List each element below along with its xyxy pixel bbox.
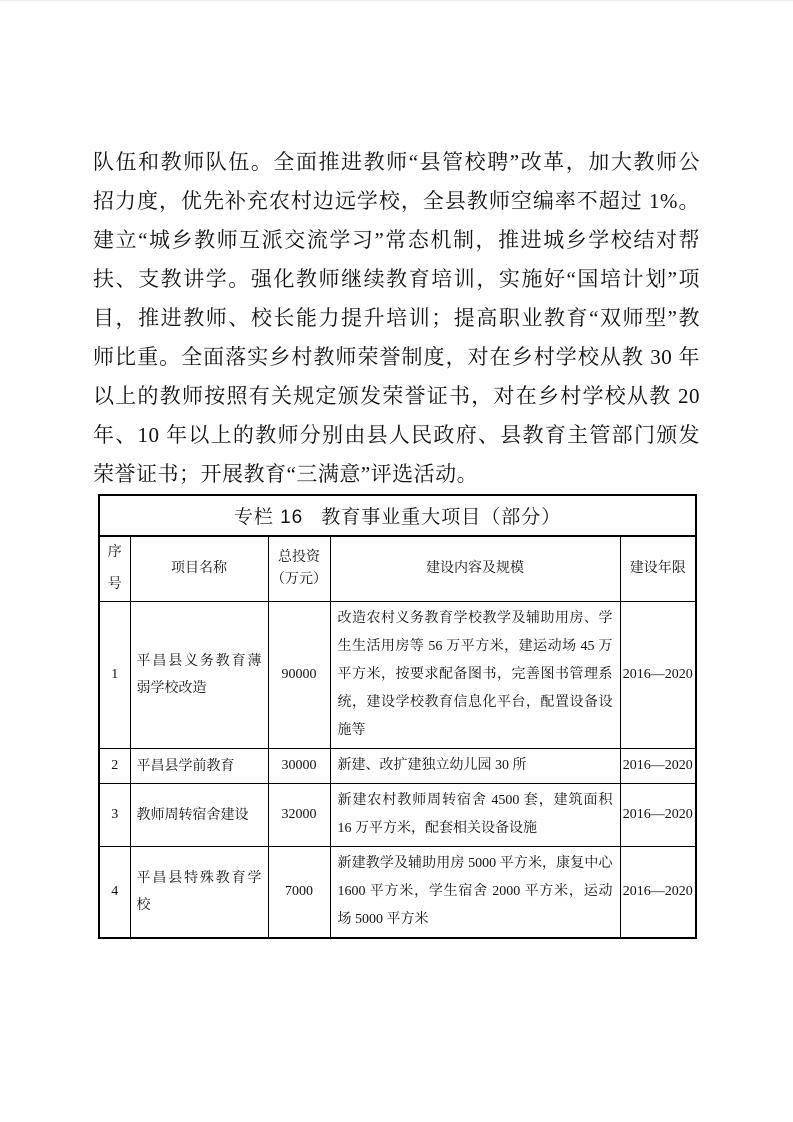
body-paragraph	[93, 143, 700, 494]
cell-no: 3	[99, 784, 130, 847]
paragraph-line: 队伍和教师队伍。全面推进教师“县管校聘”改革，加大教师公	[93, 150, 700, 174]
col-header-no: 序号	[99, 536, 130, 602]
table-row	[99, 602, 696, 749]
paragraph-line: 招力度，优先补充农村边远学校，全县教师空编率不超过 1%。	[93, 189, 700, 213]
investment-label-line2: （万元）	[271, 572, 327, 587]
cell-name: 平昌县义务教育薄弱学校改造	[130, 602, 268, 749]
cell-years: 2016—2020	[620, 784, 696, 847]
cell-investment: 30000	[268, 749, 330, 784]
paragraph-line: 扶、支教讲学。强化教师继续教育培训，实施好“国培计划”项	[93, 267, 700, 291]
table-title	[99, 495, 696, 536]
table-title-prefix: 专栏 16	[233, 507, 304, 528]
col-header-name: 项目名称	[130, 536, 268, 602]
table-title-text: 教育事业重大项目（部分）	[321, 507, 562, 528]
cell-years: 2016—2020	[620, 602, 696, 749]
cell-content: 改造农村义务教育学校教学及辅助用房、学生生活用房等 56 万平方米，建运动场 45 万平方米，按要求配备图书，完善图书管理系统，建设学校教育信息化平台，配置设备设施等	[330, 602, 620, 749]
paragraph-line: 以上的教师按照有关规定颁发荣誉证书，对在乡村学校从教 20	[93, 384, 700, 408]
paragraph-line: 年、10 年以上的教师分别由县人民政府、县教育主管部门颁发	[93, 423, 700, 447]
col-header-content: 建设内容及规模	[330, 536, 620, 602]
cell-years: 2016—2020	[620, 749, 696, 784]
page-content	[93, 143, 700, 939]
col-header-investment	[268, 536, 330, 602]
cell-name: 平昌县特殊教育学校	[130, 847, 268, 939]
table-title-row	[99, 495, 696, 536]
cell-name: 教师周转宿舍建设	[130, 784, 268, 847]
cell-content: 新建教学及辅助用房 5000 平方米，康复中心 1600 平方米，学生宿舍 2000 平方米，运动场 5000 平方米	[330, 847, 620, 939]
cell-no: 4	[99, 847, 130, 939]
cell-no: 1	[99, 602, 130, 749]
paragraph-line: 目，推进教师、校长能力提升培训；提高职业教育“双师型”教	[93, 306, 700, 330]
col-header-years: 建设年限	[620, 536, 696, 602]
cell-no: 2	[99, 749, 130, 784]
cell-investment: 90000	[268, 602, 330, 749]
paragraph-line: 建立“城乡教师互派交流学习”常态机制，推进城乡学校结对帮	[93, 228, 700, 252]
table-header-row	[99, 536, 696, 602]
cell-years: 2016—2020	[620, 847, 696, 939]
cell-content: 新建农村教师周转宿舍 4500 套，建筑面积 16 万平方米，配套相关设备设施	[330, 784, 620, 847]
cell-name: 平昌县学前教育	[130, 749, 268, 784]
paragraph-line: 荣誉证书；开展教育“三满意”评选活动。	[93, 462, 479, 486]
cell-content: 新建、改扩建独立幼儿园 30 所	[330, 749, 620, 784]
investment-label-line1: 总投资	[278, 550, 320, 565]
table-row	[99, 749, 696, 784]
project-table	[98, 494, 697, 939]
table-row	[99, 847, 696, 939]
cell-investment: 7000	[268, 847, 330, 939]
cell-investment: 32000	[268, 784, 330, 847]
table-row	[99, 784, 696, 847]
paragraph-line: 师比重。全面落实乡村教师荣誉制度，对在乡村学校从教 30 年	[93, 345, 700, 369]
